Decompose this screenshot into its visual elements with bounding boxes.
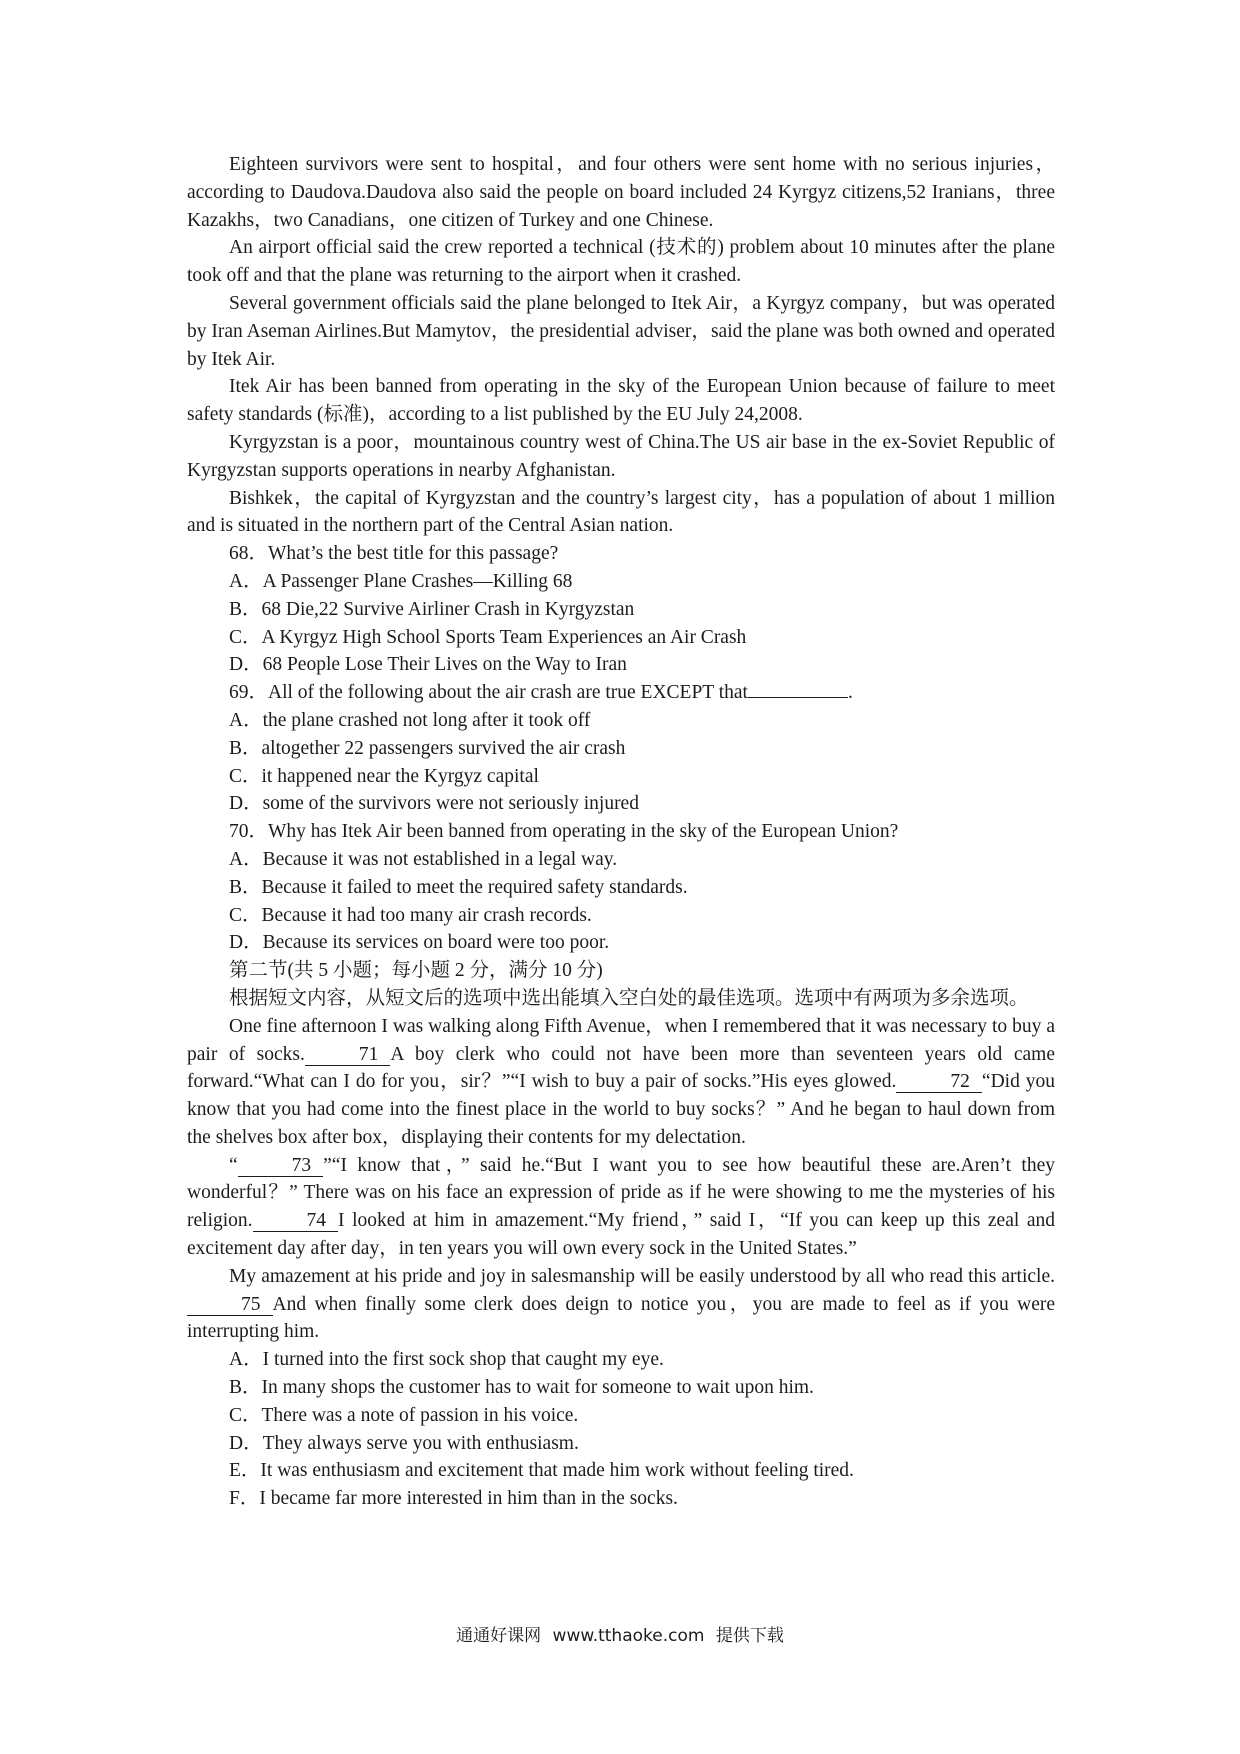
cloze-option-d: D．They always serve you with enthusiasm. <box>229 1432 579 1454</box>
question-70-option-a: A．Because it was not established in a legal way. <box>229 848 618 870</box>
passage-paragraph-6: Bishkek，the capital of Kyrgyzstan and the country’s largest city，has a population of about 1 million and is situated in the northern part of the Central Asian nation. <box>187 487 1055 537</box>
section-2-heading: 第二节(共 5 小题；每小题 2 分，满分 10 分) <box>229 960 603 982</box>
answer-blank <box>748 679 848 698</box>
footer-suffix: 提供下载 <box>715 1626 784 1646</box>
question-69-option-d: D．some of the survivors were not seriously injured <box>229 793 639 815</box>
question-69-stem: 69．All of the following about the air crash are true EXCEPT that <box>229 682 748 704</box>
question-69-stem-line <box>187 679 1055 707</box>
cloze-option-c: C．There was a note of passion in his voice. <box>229 1404 579 1426</box>
cloze-option-e: E．It was enthusiasm and excitement that made him work without feeling tired. <box>229 1460 854 1482</box>
cloze-text: And when finally some clerk does deign to notice you，you are made to feel as if you were interrupting him. <box>187 1293 1055 1343</box>
question-68-option-c: C．A Kyrgyz High School Sports Team Experiences an Air Crash <box>229 626 747 648</box>
cloze-text: “Did you know that you had come into the finest place in the world to buy socks？” And he began to haul down from the shelves box after box，displaying their contents for my delectation. <box>187 1071 1056 1148</box>
cloze-option-a: A．I turned into the first sock shop that caught my eye. <box>229 1349 664 1371</box>
question-69-end: . <box>847 682 853 704</box>
blank-75: 75 <box>187 1295 273 1316</box>
passage-paragraph-2: An airport official said the crew reported a technical (技术的) problem about 10 minutes after the plane took off and that the plane was returning to the airport when it crashed. <box>187 237 1055 287</box>
cloze-text: A boy clerk who could not have been more than seventeen years old came forward.“What can I do for you，sir？”“I wish to buy a pair of socks.”His eyes glowed. <box>187 1043 1055 1093</box>
passage-paragraph-3: Several government officials said the plane belonged to Itek Air，a Kyrgyz company，but was operated by Iran Aseman Airlines.But Mamytov，the presidential adviser，said the plane was both owned and operated by Itek Air. <box>187 292 1055 370</box>
question-68-option-d: D．68 People Lose Their Lives on the Way to Iran <box>229 654 627 676</box>
cloze-text: I looked at him in amazement.“My friend，” said I，“If you can keep up this zeal and excitement day after day，in ten years you will own every sock in the United States.” <box>187 1210 1055 1260</box>
footer-url[interactable]: www.tthaoke.com <box>552 1626 705 1646</box>
cloze-text: “ <box>229 1154 238 1176</box>
question-68-option-a: A．A Passenger Plane Crashes—Killing 68 <box>229 570 573 592</box>
question-69-option-b: B．altogether 22 passengers survived the air crash <box>229 737 626 759</box>
document-page <box>187 151 1055 1513</box>
cloze-option-f: F．I became far more interested in him than in the socks. <box>229 1488 678 1510</box>
blank-72: 72 <box>896 1072 982 1093</box>
question-70-option-b: B．Because it failed to meet the required safety standards. <box>229 876 688 898</box>
blank-73: 73 <box>238 1156 324 1177</box>
section-2-instruction: 根据短文内容，从短文后的选项中选出能填入空白处的最佳选项。选项中有两项为多余选项。 <box>229 987 1029 1009</box>
cloze-text: ”“I know that，” said he.“But I want you to see how beautiful these are.Aren’t they wonderful？” There was on his face an expression of pride as if he were showing to me the mysteries of his religion. <box>187 1154 1055 1232</box>
question-70-option-d: D．Because its services on board were too poor. <box>229 932 610 954</box>
blank-74: 74 <box>253 1211 339 1232</box>
blank-71: 71 <box>305 1045 391 1066</box>
passage-paragraph-1: Eighteen survivors were sent to hospital，and four others were sent home with no serious injuries，according to Daudova.Daudova also said the people on board included 24 Kyrgyz citizens,52 Iranians，three Kazakhs，two Canadians，one citizen of Turkey and one Chinese. <box>187 154 1055 231</box>
cloze-paragraph-1 <box>187 1013 1055 1152</box>
passage-paragraph-5: Kyrgyzstan is a poor，mountainous country west of China.The US air base in the ex-Soviet Republic of Kyrgyzstan supports operations in nearby Afghanistan. <box>187 431 1055 481</box>
cloze-text: One fine afternoon I was walking along Fifth Avenue，when I remembered that it was necessary to buy a pair of socks. <box>187 1015 1055 1065</box>
question-69-option-a: A．the plane crashed not long after it took off <box>229 709 591 731</box>
cloze-paragraph-3 <box>187 1263 1055 1346</box>
question-70-option-c: C．Because it had too many air crash records. <box>229 904 592 926</box>
question-68-stem: 68．What’s the best title for this passage? <box>229 543 559 565</box>
footer-site-name: 通通好课网 <box>456 1626 542 1646</box>
page-footer <box>0 1621 1240 1646</box>
question-70-stem: 70．Why has Itek Air been banned from operating in the sky of the European Union? <box>229 821 899 843</box>
cloze-text: My amazement at his pride and joy in salesmanship will be easily understood by all who read this article. <box>229 1265 1055 1287</box>
cloze-option-b: B．In many shops the customer has to wait for someone to wait upon him. <box>229 1377 814 1399</box>
cloze-paragraph-2 <box>187 1152 1055 1263</box>
question-69-option-c: C．it happened near the Kyrgyz capital <box>229 765 539 787</box>
question-68-option-b: B．68 Die,22 Survive Airliner Crash in Kyrgyzstan <box>229 598 635 620</box>
passage-paragraph-4: Itek Air has been banned from operating in the sky of the European Union because of failure to meet safety standards (标准)，according to a list published by the EU July 24,2008. <box>187 376 1055 426</box>
